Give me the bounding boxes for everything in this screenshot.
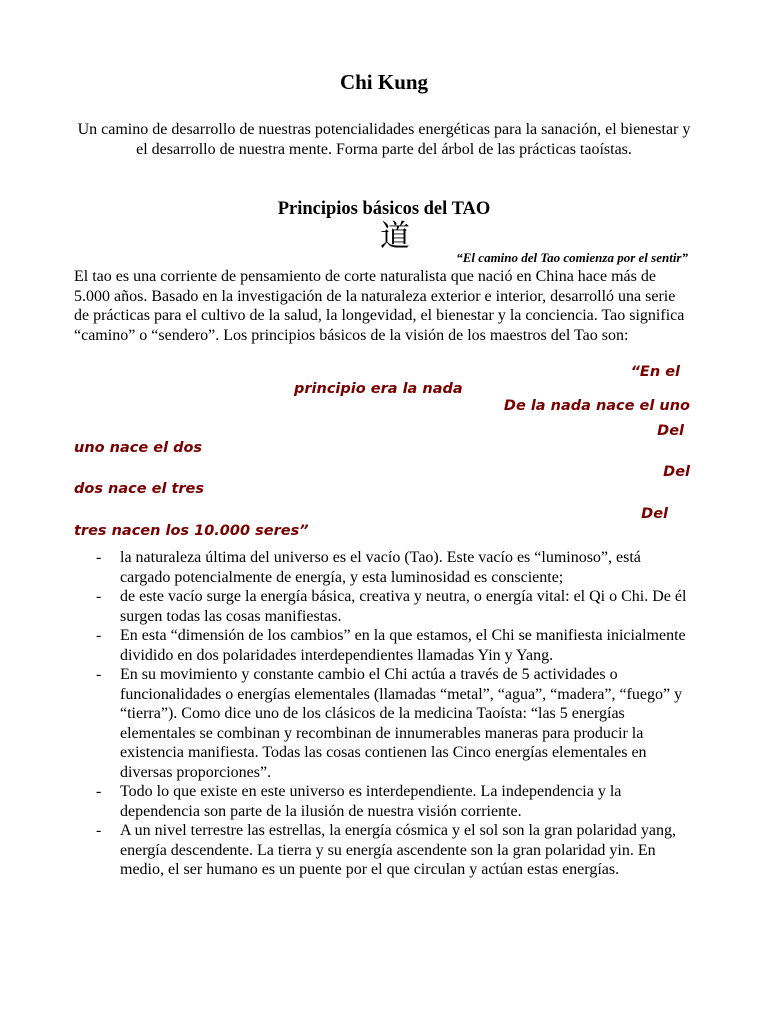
tao-poem — [74, 364, 694, 542]
tao-character-glyph: 道 — [380, 219, 410, 254]
poem-line: tres nacen los 10.000 seres” — [74, 523, 309, 539]
body-paragraph: El tao es una corriente de pensamiento de corte naturalista que nació en China hace más de 5.000 años. Basado en la investigación de la naturaleza exterior e interior, desarrolló una serie de prácticas para el cultivo de la salud, la longevidad, el bienestar y la conciencia. Tao significa “camino” o “sendero”. Los principios básicos de la visión de los maestros del Tao son: — [74, 268, 685, 344]
page-title: Chi Kung — [339, 70, 429, 94]
poem-line: “En el — [630, 364, 680, 380]
list-item-text: la naturaleza última del universo es el vacío (Tao). Este vacío es “luminoso”, está cargado potencialmente de energía, y esta luminosidad es consciente; — [120, 549, 641, 586]
list-item-text: En su movimiento y constante cambio el Chi actúa a través de 5 actividades o funcionalidades o energías elementales (llamadas “metal”, “agua”, “madera”, “fuego” y “tierra”). Como dice uno de los clásicos de la medicina Taoísta: “las 5 energías elementales se combinan y recombinan de innumerables maneras para producir la existencia manifiesta. Todas las cosas contienen las Cinco energías elementales en diversas proporciones”. — [120, 666, 683, 781]
poem-line: dos nace el tres — [74, 481, 205, 497]
bullet-dash: - — [96, 822, 102, 839]
intro-paragraph: Un camino de desarrollo de nuestras potencialidades energéticas para la sanación, el bienestar y el desarrollo de nuestra mente. Forma parte del árbol de las prácticas taoístas. — [77, 121, 691, 158]
tao-quote: “El camino del Tao comienza por el sentir” — [456, 250, 688, 265]
section-heading: Principios básicos del TAO — [277, 199, 491, 219]
poem-line: Del — [641, 506, 668, 522]
list-item — [74, 587, 694, 626]
bullet-dash: - — [96, 666, 102, 683]
bullet-dash: - — [96, 627, 102, 644]
list-item-text: Todo lo que existe en este universo es interdependiente. La independencia y la dependencia son parte de la ilusión de nuestra visión corriente. — [120, 783, 622, 820]
list-item — [74, 665, 694, 782]
list-item — [74, 821, 694, 880]
list-item — [74, 782, 694, 821]
poem-line: Del — [663, 464, 690, 480]
poem-line: principio era la nada — [294, 381, 463, 397]
bullet-dash: - — [96, 588, 102, 605]
poem-line: uno nace el dos — [74, 440, 203, 456]
poem-line: De la nada nace el uno — [503, 398, 690, 414]
bullet-dash: - — [96, 549, 102, 566]
poem-line: Del — [657, 423, 684, 439]
list-item — [74, 626, 694, 665]
bullet-dash: - — [96, 783, 102, 800]
list-item-text: A un nivel terrestre las estrellas, la energía cósmica y el sol son la gran polaridad yang, energía descendente. La tierra y su energía ascendente son la gran polaridad yin. En medio, el ser humano es un puente por el que circulan y actúan estas energías. — [120, 822, 676, 878]
principles-list — [74, 548, 694, 880]
list-item — [74, 548, 694, 587]
list-item-text: En esta “dimensión de los cambios” en la que estamos, el Chi se manifiesta inicialmente dividido en dos polaridades interdependientes llamadas Yin y Yang. — [120, 627, 686, 664]
list-item-text: de este vacío surge la energía básica, creativa y neutra, o energía vital: el Qi o Chi. De él surgen todas las cosas manifiestas. — [120, 588, 687, 625]
